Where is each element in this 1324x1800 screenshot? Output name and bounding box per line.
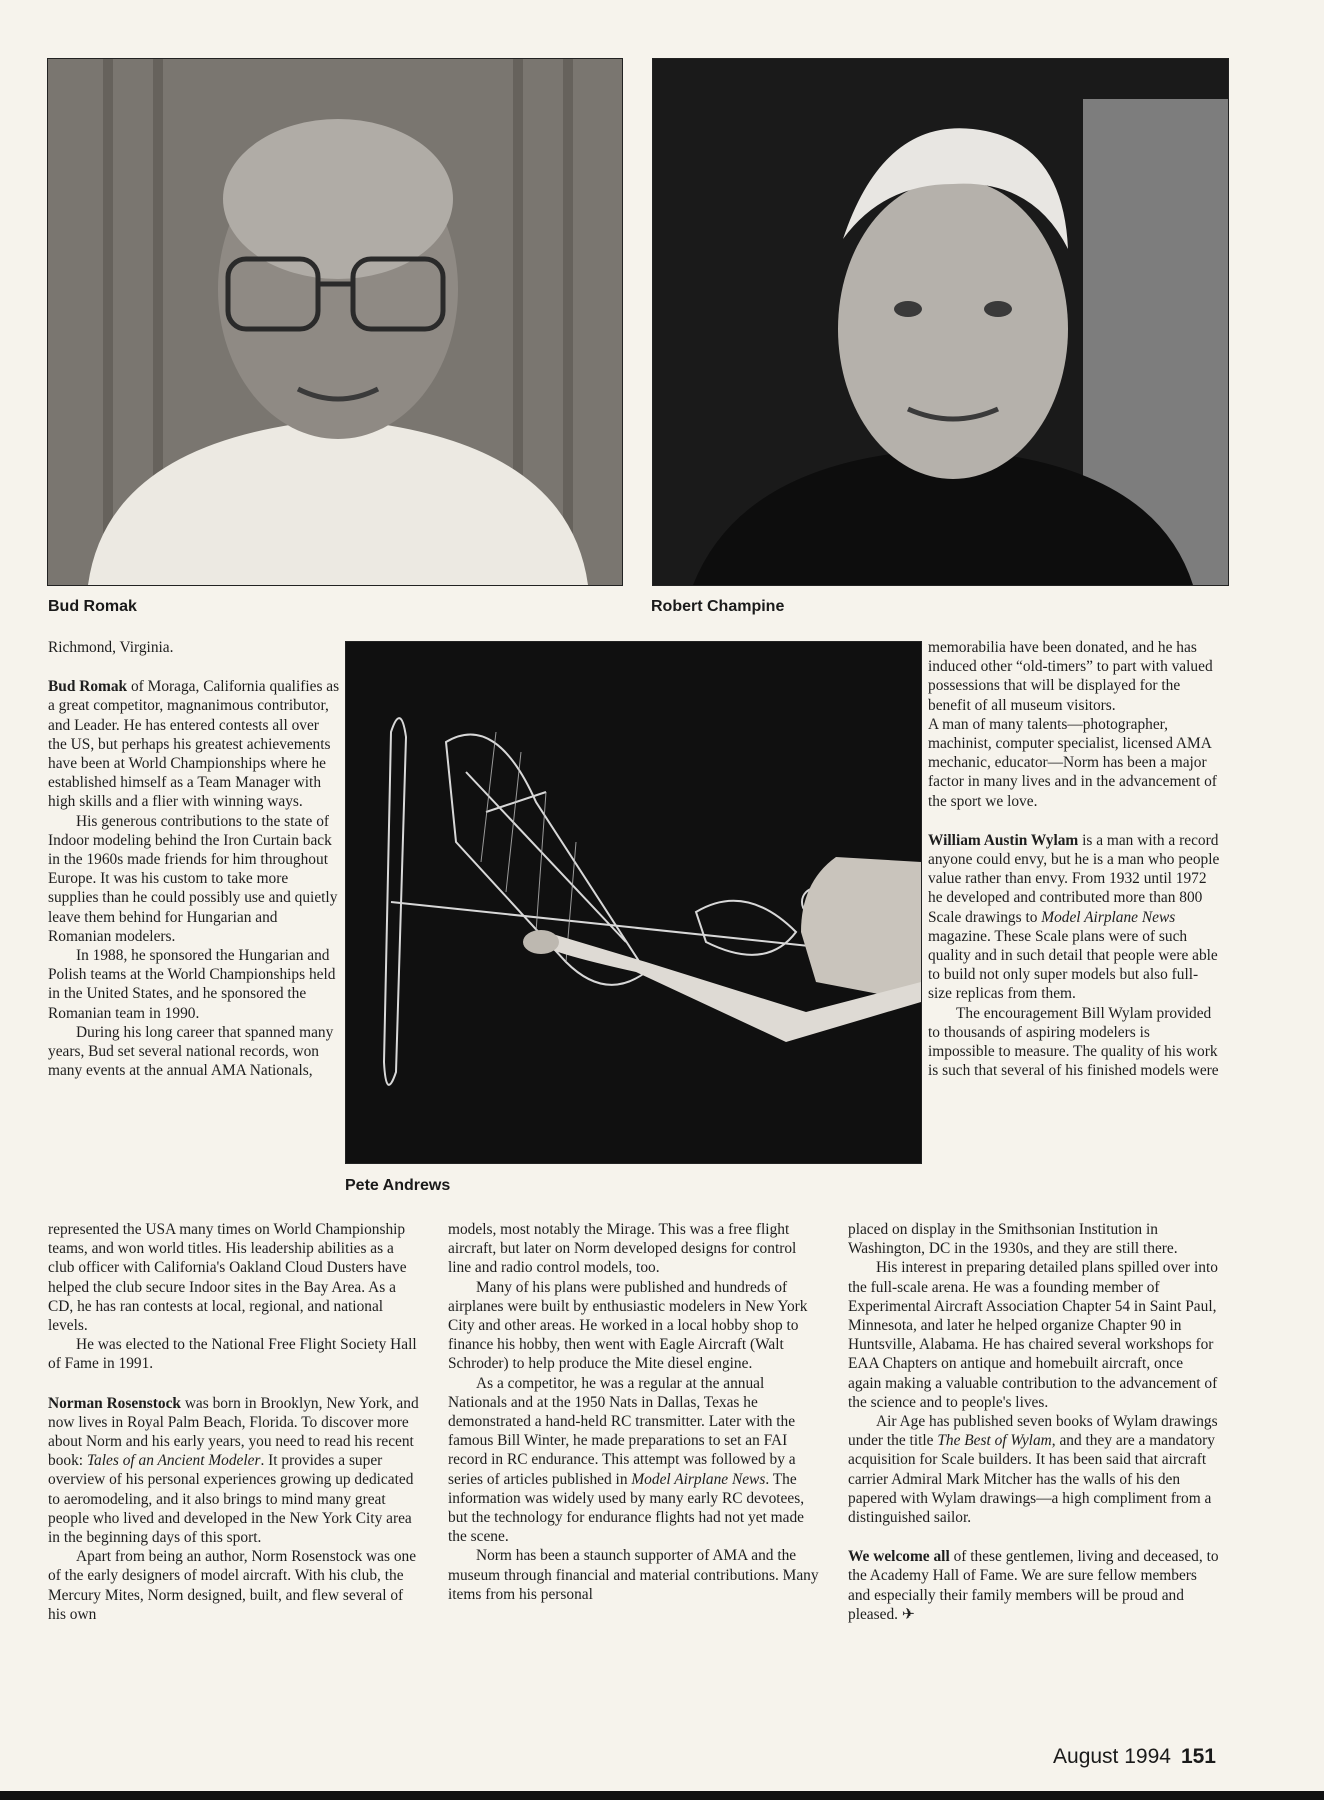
- norm-paragraph-5: As a competitor, he was a regular at the annual Nationals and at the 1950 Nats in Dallas, Texas he demonstrated a hand-held RC transmitter. Later with the famous Bill Winter, he made preparations to set an FAI record in RC endurance. This attempt was followed by a series of articles published in Model Airplane News. The information was widely used by many early RC devotees, but the technology for endurance flights had not yet made the scene.: [448, 1374, 805, 1546]
- bud-romak-name: Bud Romak: [48, 678, 128, 696]
- norman-rosenstock-name: Norman Rosenstock: [48, 1394, 181, 1412]
- norm-paragraph-6: Norm has been a staunch supporter of AMA and the museum through financial and material contributions. Many items from his personal: [448, 1547, 819, 1603]
- book-title-best-of-wylam: The Best of Wylam: [937, 1432, 1052, 1450]
- book-title-tales: Tales of an Ancient Modeler: [86, 1452, 261, 1470]
- norm-paragraph-7: memorabilia have been donated, and he has induced other “old-timers” to part with valued possessions that will be displayed for the benefit of all museum visitors.: [928, 639, 1213, 714]
- magazine-title-model-airplane-news: Model Airplane News: [631, 1470, 766, 1488]
- bud-romak-paragraph-3: In 1988, he sponsored the Hungarian and Polish teams at the World Championships held in the United States, and he sponsored the Romanian team in 1990.: [48, 947, 336, 1022]
- bud-romak-paragraph-4a: During his long career that spanned many years, Bud set several national records, won many events at the annual AMA Nationals,: [48, 1023, 334, 1080]
- bud-romak-paragraph-1: Bud Romak of Moraga, California qualifies as a great competitor, magnanimous contributor, and Leader. He has entered contests all over the US, but perhaps his greatest achievements have been at World Championships where he established himself as a Team Manager with high skills and a flier with winning ways.: [48, 678, 340, 811]
- issue-date: August 1994: [1053, 1745, 1171, 1768]
- article-column-3: [928, 638, 1220, 1080]
- bud-romak-paragraph-2: His generous contributions to the state of Indoor modeling behind the Iron Curtain back in the 1960s made friends for him throughout Europe. It was his custom to take more supplies than he could possibly use and quietly leave them behind for Hungarian and Romanian modelers.: [48, 812, 338, 945]
- portrait-bud-romak: [48, 59, 622, 585]
- article-column-1: [48, 638, 340, 1080]
- article-column-1-lower: [48, 1220, 420, 1624]
- norm-paragraph-3: models, most notably the Mirage. This was a free flight aircraft, but later on Norm developed designs for control line and radio control models, too.: [448, 1221, 797, 1277]
- magazine-title-model-airplane-news-2: Model Airplane News: [1041, 908, 1176, 926]
- wylam-paragraph-4: Air Age has published seven books of Wylam drawings under the title The Best of Wylam, and they are a mandatory acquisition for Scale builders. It has been said that aircraft carrier Admiral Mark Mitcher has the walls of his den papered with Wylam drawings—a high compliment from a distinguished sailor.: [848, 1413, 1218, 1527]
- bottom-edge-bar: [0, 1791, 1324, 1800]
- bud-romak-paragraph-5: He was elected to the National Free Flight Society Hall of Fame in 1991.: [48, 1336, 417, 1373]
- caption-pete-andrews: Pete Andrews: [345, 1177, 451, 1194]
- norman-rosenstock-paragraph-2: Apart from being an author, Norm Rosenstock was one of the early designers of model aircraft. With his club, the Mercury Mites, Norm designed, built, and flew several of his own: [48, 1548, 417, 1623]
- closing-paragraph: We welcome all of these gentlemen, living and deceased, to the Academy Hall of Fame. We are sure fellow members and especially their family members will be proud and pleased. ✈: [848, 1548, 1219, 1623]
- end-mark-icon: ✈: [901, 1605, 915, 1623]
- page-folio: [1053, 1745, 1216, 1769]
- wylam-paragraph-3: His interest in preparing detailed plans spilled over into the full-scale arena. He was a founding member of Experimental Aircraft Association Chapter 54 in Saint Paul, Minnesota, and later he helped organize Chapter 90 in Huntsville, Alabama. He has chaired several workshops for EAA Chapters on antique and homebuilt aircraft, once again making a valuable contribution to the advancement of the science and to people's lives.: [848, 1259, 1218, 1411]
- article-opening-line: Richmond, Virginia.: [48, 639, 174, 656]
- wylam-paragraph-1: William Austin Wylam is a man with a record anyone could envy, but he is a man who people value rather than envy. From 1932 until 1972 he developed and contributed more than 800 Scale drawings to Model Airplane News magazine. These Scale plans were of such quality and in such detail that people were able to build not only super models but also full-size replicas from them.: [928, 831, 1220, 1003]
- closing-lead: We welcome all: [848, 1548, 950, 1566]
- caption-bud-romak: Bud Romak: [48, 598, 137, 615]
- norm-paragraph-4: Many of his plans were published and hundreds of airplanes were built by enthusiastic modelers in New York City and other areas. He worked in a local hobby shop to finance his hobby, then went with Eagle Aircraft (Walt Schroder) to help produce the Mite diesel engine.: [448, 1278, 808, 1373]
- article-column-3-lower: [848, 1220, 1220, 1624]
- norm-paragraph-8: A man of many talents—photographer, machinist, computer specialist, licensed AMA mechanic, educator—Norm has been a major factor in many lives and in the advancement of the sport we love.: [928, 715, 1217, 810]
- portrait-robert-champine: [653, 59, 1228, 585]
- article-column-2: [448, 1220, 820, 1604]
- photo-pete-andrews: [345, 641, 922, 1164]
- pete-andrews-model-airplane: [346, 642, 921, 1163]
- caption-robert-champine: Robert Champine: [651, 598, 785, 615]
- wylam-paragraph-2b: placed on display in the Smithsonian Institution in Washington, DC in the 1930s, and they are still there.: [848, 1221, 1178, 1258]
- william-wylam-name: William Austin Wylam: [928, 831, 1079, 849]
- photo-robert-champine: [652, 58, 1229, 586]
- norman-rosenstock-paragraph-1: Norman Rosenstock was born in Brooklyn, New York, and now lives in Royal Palm Beach, Florida. To discover more about Norm and his early years, you need to read his recent book: Tales of an Ancient Modeler. It provides a super overview of his personal experiences growing up dedicated to aeromodeling, and it also brings to mind many great people who lived and developed in the New York City area in the beginning days of this sport.: [48, 1394, 419, 1547]
- photo-bud-romak: [47, 58, 623, 586]
- bud-romak-paragraph-4b: represented the USA many times on World Championship teams, and won world titles. His leadership abilities as a club officer with California's Oakland Cloud Dusters have helped the club secure Indoor sites in the Bay Area. As a CD, he has ran contests at local, regional, and national levels.: [48, 1221, 407, 1335]
- wylam-paragraph-2a: The encouragement Bill Wylam provided to thousands of aspiring modelers is impossible to measure. The quality of his work is such that several of his finished models were: [928, 1004, 1219, 1080]
- page-number: 151: [1180, 1745, 1216, 1768]
